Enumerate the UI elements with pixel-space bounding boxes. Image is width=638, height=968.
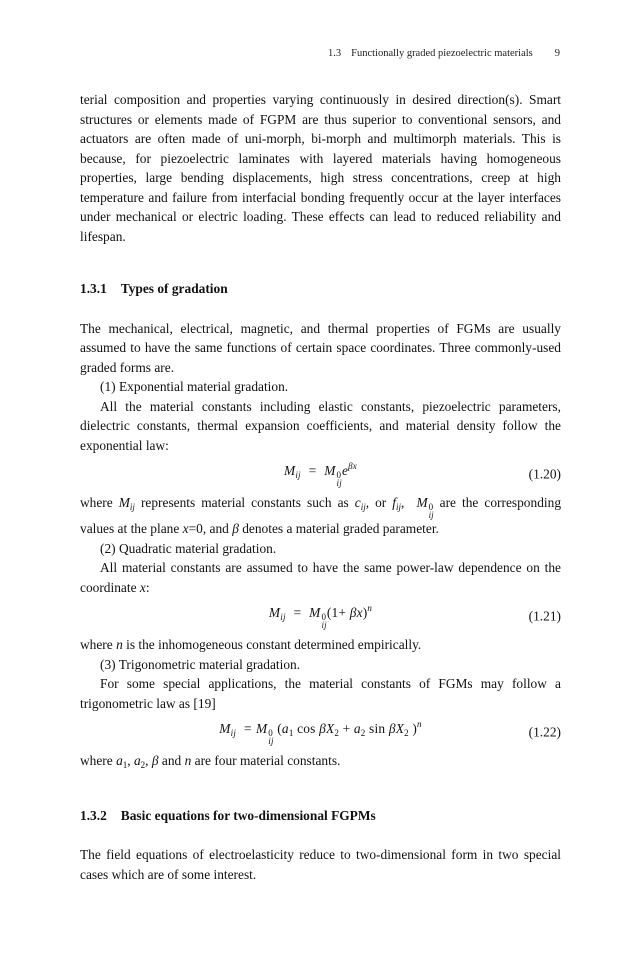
exp-where-paragraph: where $M_{ij}$ represents material constants such as $c_{ij}$, or $f_{ij}$, M 0 ij are the corresponding values at the plane x=0, and β denotes a material graded parameter.: [80, 495, 562, 536]
running-head-section-number: 1.3: [327, 48, 342, 59]
equation-number: (1.20): [528, 466, 561, 482]
trig-body: For some special applications, the material constants of FGMs may follow a trigonometric law as [19]: [80, 676, 561, 711]
equation-expression: $M_{ij} = M$ 0 ij ($a_1$ $\cos \beta X_2 + a_2$ $\sin \beta X_2$ )$^n$: [219, 719, 422, 746]
running-head-section-title: Functionally graded piezoelectric materials: [351, 48, 533, 59]
section-heading-types: [80, 279, 561, 299]
trig-where-paragraph: where $a_1$, $a_2$, β and n are four material constants.: [80, 753, 341, 770]
quad-title: (2) Quadratic material gradation.: [100, 540, 277, 556]
quad-body: All material constants are assumed to have the same power-law dependence on the coordinate x:: [80, 560, 561, 595]
exp-title: (1) Exponential material gradation.: [100, 379, 289, 394]
section-heading-twod: [80, 806, 561, 826]
equation-expression: $M_{ij} = M$ 0 ij $e^{\beta x}$: [284, 461, 357, 488]
equation-number: (1.21): [528, 608, 561, 624]
page-body: [80, 90, 561, 884]
trig-title: (3) Trigonometric material gradation.: [100, 656, 301, 672]
section-number: 1.3.1: [80, 281, 107, 296]
equation-number: (1.22): [528, 724, 561, 740]
equation-1-20: [80, 455, 561, 493]
section-title: Basic equations for two-dimensional FGPMs: [120, 807, 376, 823]
quad-where-paragraph: where n is the inhomogeneous constant determined empirically.: [80, 637, 422, 652]
equation-1-21: [80, 597, 561, 635]
intro-paragraph: terial composition and properties varying continuously in desired direction(s). Smart structures or elements made of FGPM are thus superior to conventional sensors, and actuators are often made of uni-morph, bi-morph and multimorph materials. This is because, for piezoelectric laminates with layered materials having homogeneous properties, large bending displacements, high stress concentrations, creep at high temperature and failure from interfacial bonding frequently occur at the layer interfaces under mechanical or electric loading. These effects can lead to reduced reliability and lifespan.: [80, 92, 561, 244]
exp-body: All the material constants including elastic constants, piezoelectric parameters, dielectric constants, thermal expansion coefficients, and material density follow the exponential law:: [80, 398, 561, 453]
running-head: [328, 48, 560, 59]
types-intro-paragraph: The mechanical, electrical, magnetic, and thermal properties of FGMs are usually assumed to have the same functions of certain space coordinates. Three commonly-used graded forms are.: [80, 320, 561, 375]
section-title: Types of gradation: [120, 281, 228, 296]
page-number: 9: [554, 48, 560, 59]
equation-expression: $M_{ij} = M$ 0 ij $(1+ \beta x)^n$: [268, 603, 373, 630]
equation-1-22: [80, 713, 561, 751]
twod-paragraph: The field equations of electroelasticity reduce to two-dimensional form in two special cases which are of some interest.: [80, 847, 561, 882]
section-number: 1.3.2: [80, 807, 107, 823]
